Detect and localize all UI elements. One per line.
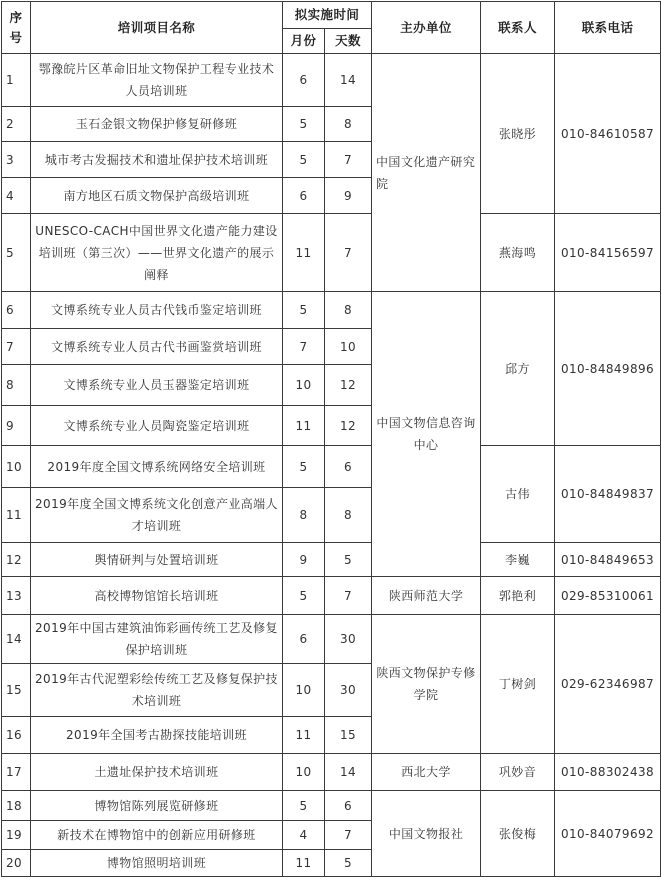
row-days: 7 [325,214,372,292]
phone-cell: 029-85310061 [555,577,661,615]
row-days: 14 [325,54,372,107]
row-project: UNESCO-CACH中国世界文化遗产能力建设培训班（第三次）——世界文化遗产的展示阐释 [31,214,283,292]
row-no: 10 [2,446,31,488]
header-month: 月份 [283,29,325,54]
row-days: 30 [325,615,372,664]
row-project: 鄂豫皖片区革命旧址文物保护工程专业技术人员培训班 [31,54,283,107]
row-project: 2019年度全国文博系统文化创意产业高端人才培训班 [31,488,283,543]
row-no: 3 [2,142,31,178]
row-days: 7 [325,577,372,615]
row-days: 8 [325,488,372,543]
host-cell: 陕西师范大学 [372,577,481,615]
table-row [2,543,661,577]
row-project: 城市考古发掘技术和遗址保护技术培训班 [31,142,283,178]
row-days: 8 [325,107,372,142]
row-month: 6 [283,178,325,214]
table-row [2,791,661,821]
row-project: 高校博物馆馆长培训班 [31,577,283,615]
table-row [2,54,661,107]
row-no: 2 [2,107,31,142]
row-month: 10 [283,664,325,717]
host-cell: 中国文化遗产研究院 [372,54,481,292]
row-month: 11 [283,406,325,446]
row-project: 2019年全国考古勘探技能培训班 [31,717,283,754]
row-month: 5 [283,142,325,178]
row-no: 20 [2,850,31,877]
row-project: 文博系统专业人员玉器鉴定培训班 [31,365,283,406]
header-contact: 联系人 [481,2,555,54]
row-days: 14 [325,754,372,791]
row-project: 舆情研判与处置培训班 [31,543,283,577]
training-plan-table [1,1,661,877]
row-no: 14 [2,615,31,664]
row-month: 11 [283,850,325,877]
row-days: 15 [325,717,372,754]
row-project: 文博系统专业人员古代书画鉴赏培训班 [31,329,283,365]
phone-cell: 010-84849653 [555,543,661,577]
contact-cell: 燕海鸣 [481,214,555,292]
row-month: 11 [283,214,325,292]
row-no: 4 [2,178,31,214]
header-seq: 序号 [2,2,31,54]
row-days: 6 [325,791,372,821]
row-no: 16 [2,717,31,754]
table-row [2,577,661,615]
row-project: 2019年度全国文博系统网络安全培训班 [31,446,283,488]
row-project: 土遗址保护技术培训班 [31,754,283,791]
row-days: 12 [325,406,372,446]
row-days: 5 [325,543,372,577]
row-days: 10 [325,329,372,365]
row-month: 5 [283,446,325,488]
row-month: 10 [283,365,325,406]
row-days: 7 [325,821,372,850]
row-month: 4 [283,821,325,850]
row-days: 5 [325,850,372,877]
row-month: 11 [283,717,325,754]
row-no: 9 [2,406,31,446]
row-project: 博物馆陈列展览研修班 [31,791,283,821]
row-month: 8 [283,488,325,543]
contact-cell: 邱方 [481,292,555,446]
row-days: 30 [325,664,372,717]
row-month: 5 [283,791,325,821]
row-month: 7 [283,329,325,365]
table-row [2,754,661,791]
row-no: 18 [2,791,31,821]
row-no: 15 [2,664,31,717]
row-no: 8 [2,365,31,406]
table-row [2,615,661,664]
header-project: 培训项目名称 [31,2,283,54]
contact-cell: 李巍 [481,543,555,577]
row-month: 6 [283,615,325,664]
row-project: 玉石金银文物保护修复研修班 [31,107,283,142]
row-no: 17 [2,754,31,791]
header-phone: 联系电话 [555,2,661,54]
row-project: 新技术在博物馆中的创新应用研修班 [31,821,283,850]
row-month: 5 [283,107,325,142]
phone-cell: 010-84849837 [555,446,661,543]
row-no: 6 [2,292,31,329]
host-cell: 陕西文物保护专修学院 [372,615,481,754]
row-month: 5 [283,292,325,329]
host-cell: 中国文物信息咨询中心 [372,292,481,577]
host-cell: 中国文物报社 [372,791,481,877]
row-no: 12 [2,543,31,577]
phone-cell: 029-62346987 [555,615,661,754]
phone-cell: 010-84156597 [555,214,661,292]
row-no: 13 [2,577,31,615]
table-row [2,292,661,329]
row-month: 6 [283,54,325,107]
row-days: 7 [325,142,372,178]
row-month: 10 [283,754,325,791]
row-no: 1 [2,54,31,107]
table-row [2,446,661,488]
row-project: 2019年中国古建筑油饰彩画传统工艺及修复保护培训班 [31,615,283,664]
phone-cell: 010-84849896 [555,292,661,446]
row-no: 19 [2,821,31,850]
row-month: 9 [283,543,325,577]
row-project: 2019年古代泥塑彩绘传统工艺及修复保护技术培训班 [31,664,283,717]
header-time-group: 拟实施时间 [283,2,372,29]
table-row [2,214,661,292]
contact-cell: 丁树剑 [481,615,555,754]
phone-cell: 010-88302438 [555,754,661,791]
row-project: 博物馆照明培训班 [31,850,283,877]
row-project: 南方地区石质文物保护高级培训班 [31,178,283,214]
row-no: 11 [2,488,31,543]
contact-cell: 巩妙音 [481,754,555,791]
row-days: 12 [325,365,372,406]
header-host: 主办单位 [372,2,481,54]
row-project: 文博系统专业人员陶瓷鉴定培训班 [31,406,283,446]
row-no: 5 [2,214,31,292]
row-days: 9 [325,178,372,214]
row-days: 8 [325,292,372,329]
host-cell: 西北大学 [372,754,481,791]
contact-cell: 张俊梅 [481,791,555,877]
row-project: 文博系统专业人员古代钱币鉴定培训班 [31,292,283,329]
row-month: 5 [283,577,325,615]
phone-cell: 010-84610587 [555,54,661,214]
table-body [2,2,661,877]
header-row [2,2,661,29]
phone-cell: 010-84079692 [555,791,661,877]
header-days: 天数 [325,29,372,54]
contact-cell: 古伟 [481,446,555,543]
contact-cell: 郭艳利 [481,577,555,615]
contact-cell: 张晓彤 [481,54,555,214]
row-days: 6 [325,446,372,488]
row-no: 7 [2,329,31,365]
